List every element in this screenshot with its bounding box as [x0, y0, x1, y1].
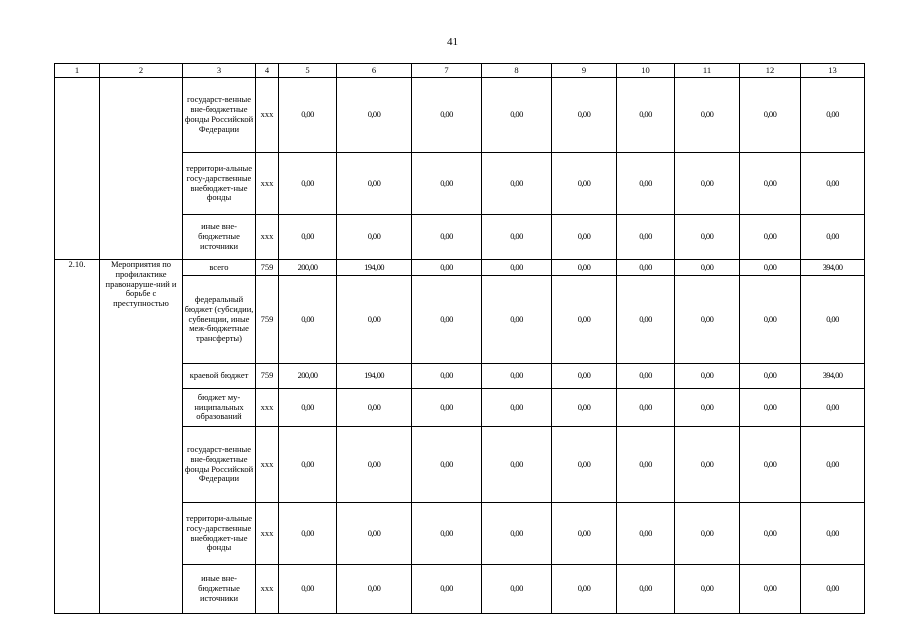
- value-cell: 0,00: [337, 427, 412, 503]
- value-cell: 0,00: [482, 364, 552, 389]
- value-cell: 0,00: [801, 78, 865, 153]
- value-cell: 200,00: [279, 260, 337, 276]
- measure-title-cell: Мероприятия по профилактике правонаруше-ний и борьбе с преступностью: [100, 260, 183, 614]
- value-cell: 0,00: [279, 565, 337, 614]
- value-cell: 0,00: [482, 78, 552, 153]
- value-cell: 0,00: [337, 215, 412, 260]
- value-cell: 0,00: [617, 215, 675, 260]
- value-cell: 0,00: [279, 427, 337, 503]
- value-cell: 0,00: [279, 215, 337, 260]
- column-header: 3: [183, 64, 256, 78]
- column-header: 2: [100, 64, 183, 78]
- value-cell: 0,00: [482, 153, 552, 215]
- value-cell: 0,00: [740, 427, 801, 503]
- code-cell: ххх: [256, 427, 279, 503]
- value-cell: 0,00: [337, 276, 412, 364]
- page-number: 41: [447, 36, 458, 48]
- value-cell: 0,00: [675, 78, 740, 153]
- value-cell: 0,00: [740, 389, 801, 427]
- value-cell: 0,00: [740, 78, 801, 153]
- value-cell: 200,00: [279, 364, 337, 389]
- funding-source-cell: территори-альные госу-дарственные внебюджет-ные фонды: [183, 503, 256, 565]
- value-cell: 0,00: [552, 427, 617, 503]
- value-cell: 0,00: [412, 276, 482, 364]
- value-cell: 0,00: [412, 565, 482, 614]
- value-cell: 0,00: [337, 78, 412, 153]
- value-cell: 0,00: [617, 565, 675, 614]
- value-cell: 0,00: [617, 78, 675, 153]
- value-cell: 0,00: [412, 215, 482, 260]
- value-cell: 0,00: [482, 503, 552, 565]
- value-cell: 0,00: [801, 427, 865, 503]
- code-cell: 759: [256, 260, 279, 276]
- value-cell: 0,00: [801, 389, 865, 427]
- value-cell: 0,00: [675, 565, 740, 614]
- value-cell: 0,00: [337, 565, 412, 614]
- value-cell: 0,00: [617, 153, 675, 215]
- value-cell: 0,00: [412, 153, 482, 215]
- value-cell: 0,00: [279, 276, 337, 364]
- value-cell: 0,00: [740, 276, 801, 364]
- value-cell: 0,00: [412, 389, 482, 427]
- value-cell: 0,00: [675, 389, 740, 427]
- value-cell: 0,00: [617, 260, 675, 276]
- value-cell: 0,00: [740, 565, 801, 614]
- table-row: [55, 260, 865, 276]
- funding-source-cell: иные вне-бюджетные источники: [183, 565, 256, 614]
- code-cell: ххх: [256, 389, 279, 427]
- funding-source-cell: территори-альные госу-дарственные внебюджет-ные фонды: [183, 153, 256, 215]
- value-cell: 0,00: [675, 260, 740, 276]
- column-header: 8: [482, 64, 552, 78]
- value-cell: 0,00: [740, 260, 801, 276]
- value-cell: 0,00: [412, 260, 482, 276]
- value-cell: 0,00: [279, 389, 337, 427]
- value-cell: 0,00: [412, 78, 482, 153]
- value-cell: 0,00: [482, 427, 552, 503]
- value-cell: 0,00: [801, 215, 865, 260]
- column-header: 13: [801, 64, 865, 78]
- value-cell: 194,00: [337, 260, 412, 276]
- value-cell: 0,00: [279, 503, 337, 565]
- value-cell: 0,00: [412, 503, 482, 565]
- value-cell: 0,00: [617, 389, 675, 427]
- column-header: 1: [55, 64, 100, 78]
- value-cell: 0,00: [552, 565, 617, 614]
- value-cell: 0,00: [675, 215, 740, 260]
- value-cell: 0,00: [482, 565, 552, 614]
- column-header: 12: [740, 64, 801, 78]
- column-header: 5: [279, 64, 337, 78]
- value-cell: 0,00: [801, 565, 865, 614]
- value-cell: 0,00: [279, 78, 337, 153]
- code-cell: ххх: [256, 565, 279, 614]
- code-cell: ххх: [256, 78, 279, 153]
- column-header: 10: [617, 64, 675, 78]
- value-cell: 0,00: [552, 153, 617, 215]
- value-cell: 0,00: [801, 276, 865, 364]
- value-cell: 194,00: [337, 364, 412, 389]
- value-cell: 0,00: [552, 364, 617, 389]
- funding-source-cell: иные вне-бюджетные источники: [183, 215, 256, 260]
- funding-source-cell: краевой бюджет: [183, 364, 256, 389]
- value-cell: 0,00: [617, 276, 675, 364]
- value-cell: 0,00: [675, 153, 740, 215]
- code-cell: ххх: [256, 153, 279, 215]
- value-cell: 0,00: [552, 503, 617, 565]
- funding-source-cell: федеральный бюджет (субсидии, субвенции, иные меж-бюджетные трансферты): [183, 276, 256, 364]
- value-cell: 0,00: [337, 389, 412, 427]
- value-cell: 0,00: [740, 364, 801, 389]
- value-cell: 0,00: [482, 276, 552, 364]
- column-header: 7: [412, 64, 482, 78]
- table-row: [55, 78, 865, 153]
- value-cell: 0,00: [552, 215, 617, 260]
- value-cell: 394,00: [801, 260, 865, 276]
- code-cell: 759: [256, 364, 279, 389]
- budget-table: [54, 63, 865, 614]
- code-cell: 759: [256, 276, 279, 364]
- value-cell: 0,00: [675, 364, 740, 389]
- code-cell: ххх: [256, 215, 279, 260]
- code-cell: ххх: [256, 503, 279, 565]
- value-cell: 0,00: [617, 364, 675, 389]
- value-cell: 0,00: [675, 427, 740, 503]
- value-cell: 0,00: [617, 427, 675, 503]
- value-cell: 0,00: [740, 215, 801, 260]
- column-header: 6: [337, 64, 412, 78]
- header-row: [55, 64, 865, 78]
- value-cell: 0,00: [482, 260, 552, 276]
- value-cell: 0,00: [279, 153, 337, 215]
- value-cell: 0,00: [801, 503, 865, 565]
- value-cell: 0,00: [552, 260, 617, 276]
- measure-title-cell: [100, 78, 183, 260]
- value-cell: 0,00: [675, 276, 740, 364]
- column-header: 4: [256, 64, 279, 78]
- measure-number-cell: [55, 78, 100, 260]
- value-cell: 0,00: [552, 276, 617, 364]
- value-cell: 0,00: [412, 364, 482, 389]
- value-cell: 0,00: [675, 503, 740, 565]
- value-cell: 0,00: [337, 503, 412, 565]
- value-cell: 394,00: [801, 364, 865, 389]
- value-cell: 0,00: [482, 389, 552, 427]
- funding-source-cell: бюджет му-ниципальных образований: [183, 389, 256, 427]
- value-cell: 0,00: [552, 389, 617, 427]
- value-cell: 0,00: [412, 427, 482, 503]
- value-cell: 0,00: [801, 153, 865, 215]
- value-cell: 0,00: [482, 215, 552, 260]
- value-cell: 0,00: [617, 503, 675, 565]
- column-header: 11: [675, 64, 740, 78]
- value-cell: 0,00: [552, 78, 617, 153]
- measure-number-cell: 2.10.: [55, 260, 100, 614]
- funding-source-cell: всего: [183, 260, 256, 276]
- value-cell: 0,00: [337, 153, 412, 215]
- value-cell: 0,00: [740, 503, 801, 565]
- table-body: [55, 64, 865, 614]
- column-header: 9: [552, 64, 617, 78]
- value-cell: 0,00: [740, 153, 801, 215]
- funding-source-cell: государст-венные вне-бюджетные фонды Российской Федерации: [183, 78, 256, 153]
- funding-source-cell: государст-венные вне-бюджетные фонды Российской Федерации: [183, 427, 256, 503]
